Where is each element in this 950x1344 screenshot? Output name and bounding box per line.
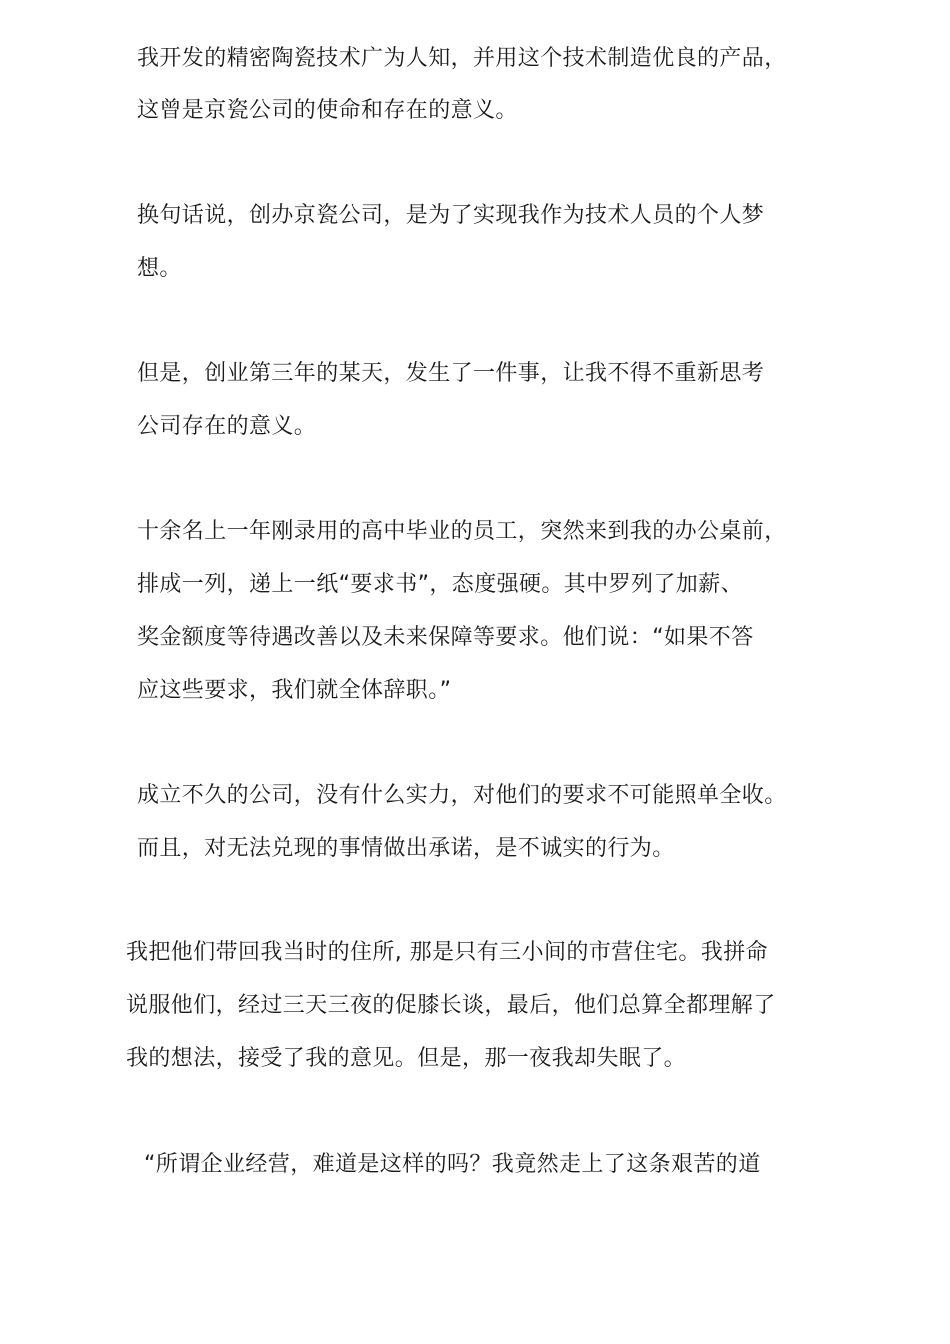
text-line: 换句话说，创办京瓷公司，是为了实现我作为技术人员的个人梦	[137, 203, 765, 228]
text-line: 而且，对无法兑现的事情做出承诺，是不诚实的行为。	[137, 836, 675, 861]
text-line: 这曾是京瓷公司的使命和存在的意义。	[137, 98, 518, 123]
text-line: 我开发的精密陶瓷技术广为人知，并用这个技术制造优良的产品，	[137, 46, 787, 71]
text-line: 但是，创业第三年的某天，发生了一件事，让我不得不重新思考	[137, 361, 765, 386]
text-line: 说服他们，经过三天三夜的促膝长谈，最后，他们总算全都理解了	[126, 993, 776, 1018]
text-line: 十余名上一年刚录用的高中毕业的员工，突然来到我的办公桌前，	[137, 519, 787, 544]
text-line: 排成一列，递上一纸“要求书”，态度强硬。其中罗列了加薪、	[137, 572, 743, 597]
text-line: 成立不久的公司，没有什么实力，对他们的要求不可能照单全收。	[137, 783, 787, 808]
text-line: 奖金额度等待遇改善以及未来保障等要求。他们说：“如果不答	[137, 625, 754, 650]
text-line: 公司存在的意义。	[137, 414, 317, 439]
text-line: 应这些要求，我们就全体辞职。”	[137, 678, 452, 703]
text-line: 我把他们带回我当时的住所, 那是只有三小间的市营住宅。我拼命	[126, 940, 768, 965]
text-line: 想。	[137, 256, 182, 281]
text-line: 我的想法，接受了我的意见。但是，那一夜我却失眠了。	[126, 1046, 687, 1071]
text-line: “所谓企业经营，难道是这样的吗？我竟然走上了这条艰苦的道	[144, 1152, 761, 1177]
